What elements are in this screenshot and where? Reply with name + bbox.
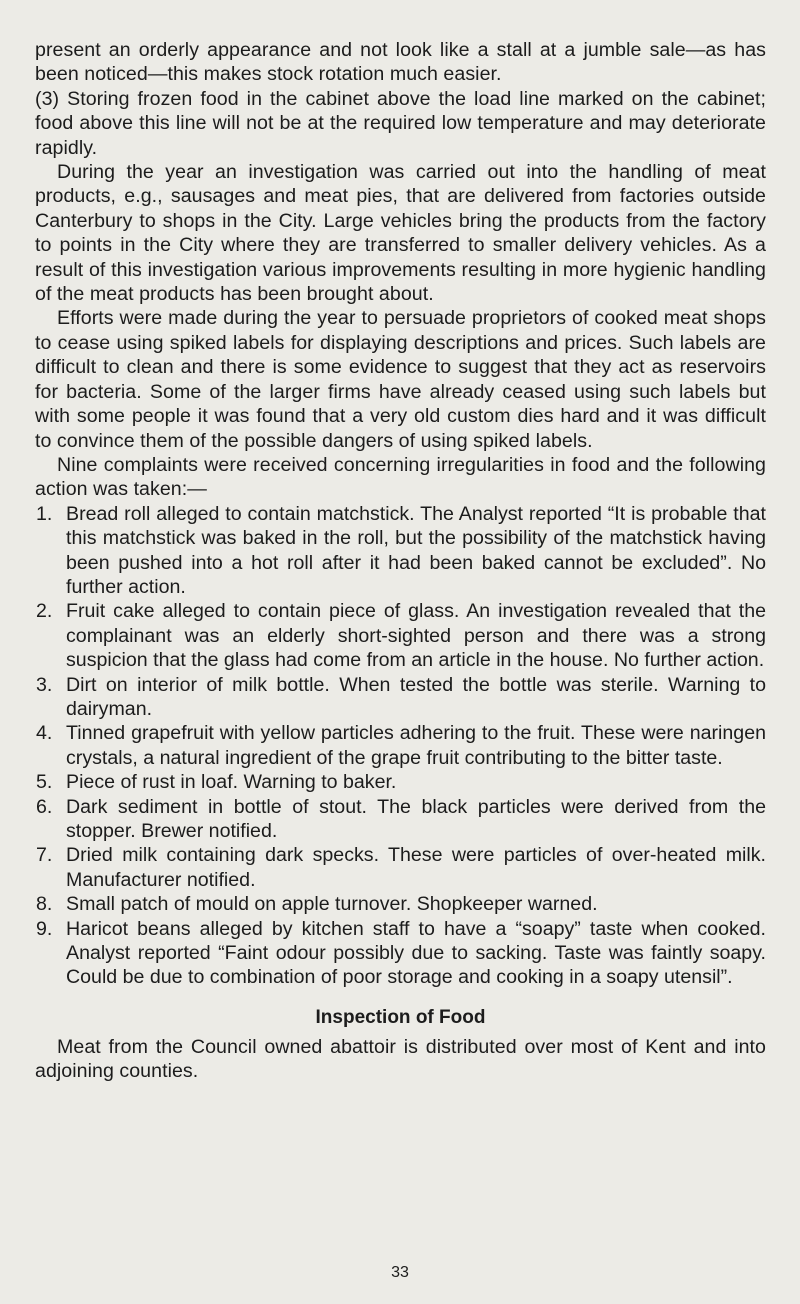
list-item — [35, 892, 766, 916]
list-item-text: Dark sediment in bottle of stout. The black particles were derived from the stopper. Brewer notified. — [66, 795, 766, 842]
section-heading: Inspection of Food — [315, 1006, 486, 1028]
list-item-number: 1. — [36, 502, 53, 525]
list-item-number: 9. — [36, 917, 53, 940]
list-item-number: 6. — [36, 795, 53, 818]
list-item — [35, 599, 766, 672]
page-number: 33 — [391, 1264, 409, 1281]
list-item-number: 7. — [36, 844, 53, 867]
list-item — [35, 917, 766, 990]
list-item-text: Haricot beans alleged by kitchen staff to have a “soapy” taste when cooked. Analyst reported “Faint odour possibly due to sacking. Taste was faintly soapy. Could be due to combination of poor storage and cooking in a soapy utensil”. — [66, 917, 766, 989]
list-item-text: Small patch of mould on apple turnover. Shopkeeper warned. — [66, 893, 598, 916]
paragraph-continuation: present an orderly appearance and not look like a stall at a jumble sale—as has been noticed—this makes stock rotation much easier. — [35, 39, 766, 86]
list-item-text: Bread roll alleged to contain matchstick. The Analyst reported “It is probable that this matchstick was baked in the roll, but the possibility of the matchstick having been pushed into a hot roll after it had been baked cannot be excluded”. No further action. — [66, 502, 766, 598]
list-item-text: Dirt on interior of milk bottle. When tested the bottle was sterile. Warning to dairyman. — [66, 673, 766, 720]
list-item-text: Tinned grapefruit with yellow particles adhering to the fruit. These were naringen crystals, a natural ingredient of the grape fruit contributing to the bitter taste. — [66, 722, 766, 769]
list-item-number: 4. — [36, 722, 53, 745]
list-item — [35, 770, 766, 794]
list-item-number: 5. — [36, 771, 53, 794]
list-item — [35, 721, 766, 770]
paragraph-spiked-labels: Efforts were made during the year to persuade proprietors of cooked meat shops to cease using spiked labels for displaying descriptions and prices. Such labels are difficult to clean and there is some evidence to suggest that they act as reservoirs for bacteria. Some of the larger firms have already ceased using such labels but with some people it was found that a very old custom dies hard and it was difficult to convince them of the possible dangers of using spiked labels. — [35, 307, 766, 452]
list-item — [35, 795, 766, 844]
list-item-text: Piece of rust in loaf. Warning to baker. — [66, 771, 397, 794]
list-item-text: Dried milk containing dark specks. These were particles of over-heated milk. Manufacturer notified. — [66, 844, 766, 891]
list-item — [35, 673, 766, 722]
list-item-number: 8. — [36, 893, 53, 916]
paragraph-storing-frozen-food: (3) Storing frozen food in the cabinet above the load line marked on the cabinet; food above this line will not be at the required low temperature and may deteriorate rapidly. — [35, 87, 766, 159]
list-item — [35, 502, 766, 600]
paragraph-meat-products-investigation: During the year an investigation was carried out into the handling of meat products, e.g., sausages and meat pies, that are delivered from factories outside Canterbury to shops in the City. Large vehicles bring the products from the factory to points in the City where they are transferred to smaller delivery vehicles. As a result of this investigation various improvements resulting in more hygienic handling of the meat products has been brought about. — [35, 161, 766, 306]
list-item-number: 2. — [36, 600, 53, 623]
list-item-number: 3. — [36, 673, 53, 696]
paragraph-complaints-intro: Nine complaints were received concerning irregularities in food and the following action was taken:— — [35, 453, 766, 501]
paragraph-abattoir: Meat from the Council owned abattoir is distributed over most of Kent and into adjoining counties. — [35, 1035, 766, 1083]
list-item — [35, 843, 766, 892]
list-item-text: Fruit cake alleged to contain piece of glass. An investigation revealed that the complainant was an elderly short-sighted person and there was a strong suspicion that the glass had come from an article in the house. No further action. — [66, 600, 766, 672]
complaints-list — [35, 502, 766, 990]
